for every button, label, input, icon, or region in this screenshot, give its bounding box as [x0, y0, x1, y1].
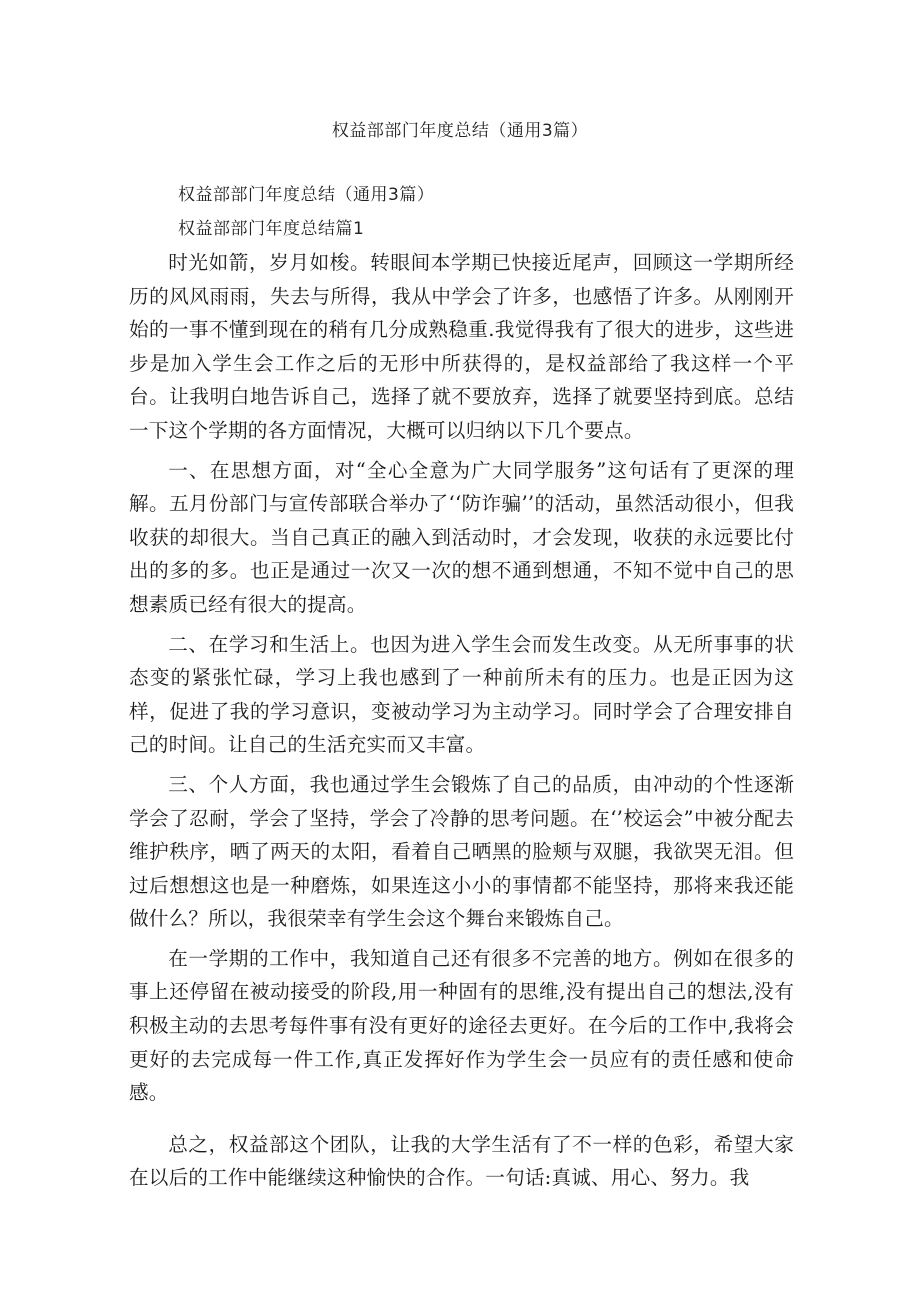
paragraph-conclusion: 总之，权益部这个团队，让我的大学生活有了不一样的色彩，希望大家在以后的工作中能继续这种愉快的合作。一句话:真诚、用心、努力。我: [129, 1132, 794, 1190]
paragraph-personal: 三、个人方面，我也通过学生会锻炼了自己的品质，由冲动的个性逐渐学会了忍耐，学会了坚持，学会了冷静的思考问题。在‘’校运会”中被分配去维护秩序，晒了两天的太阳，看着自己晒黑的脸颊与双腿，我欲哭无泪。但过后想想这也是一种磨炼，如果连这小小的事情都不能坚持，那将来我还能做什么？所以，我很荣幸有学生会这个舞台来锻炼自己。: [129, 772, 794, 931]
paragraph-shortcomings: 在一学期的工作中，我知道自己还有很多不完善的地方。例如在很多的事上还停留在被动接受的阶段,用一种固有的思维,没有提出自己的想法,没有积极主动的去思考每件事有没有更好的途径去更好。在今后的工作中,我将会更好的去完成每一件工作,真正发挥好作为学生会一员应有的责任感和使命感。: [129, 946, 794, 1105]
paragraph-intro: 时光如箭，岁月如梭。转眼间本学期已快接近尾声，回顾这一学期所经历的风风雨雨，失去与所得，我从中学会了许多，也感悟了许多。从刚刚开始的一事不懂到现在的稍有几分成熟稳重.我觉得我有了很大的进步，这些进步是加入学生会工作之后的无形中所获得的，是权益部给了我这样一个平台。让我明白地告诉自己，选择了就不要放弃，选择了就要坚持到底。总结一下这个学期的各方面情况，大概可以归纳以下几个要点。: [129, 251, 794, 442]
paragraph-thought: 一、在思想方面，对“全心全意为广大同学服务”这句话有了更深的理解。五月份部门与宣传部联合举办了‘‘防诈骗’’的活动，虽然活动很小，但我收获的却很大。当自己真正的融入到活动时，才会发现，收获的永远要比付出的多的多。也正是通过一次又一次的想不通到想通，不知不觉中自己的思想素质已经有很大的提高。: [129, 458, 794, 616]
section-heading: 权益部部门年度总结篇1: [178, 219, 365, 239]
paragraph-study-life: 二、在学习和生活上。也因为进入学生会而发生改变。从无所事事的状态变的紧张忙碌，学习上我也感到了一种前所未有的压力。也是正因为这样，促进了我的学习意识，变被动学习为主动学习。同时学会了合理安排自己的时间。让自己的生活充实而又丰富。: [129, 632, 794, 757]
body-text: [129, 246, 794, 1201]
document-subtitle: 权益部部门年度总结（通用3篇）: [178, 185, 435, 205]
document-title: 权益部部门年度总结（通用3篇）: [331, 121, 589, 141]
